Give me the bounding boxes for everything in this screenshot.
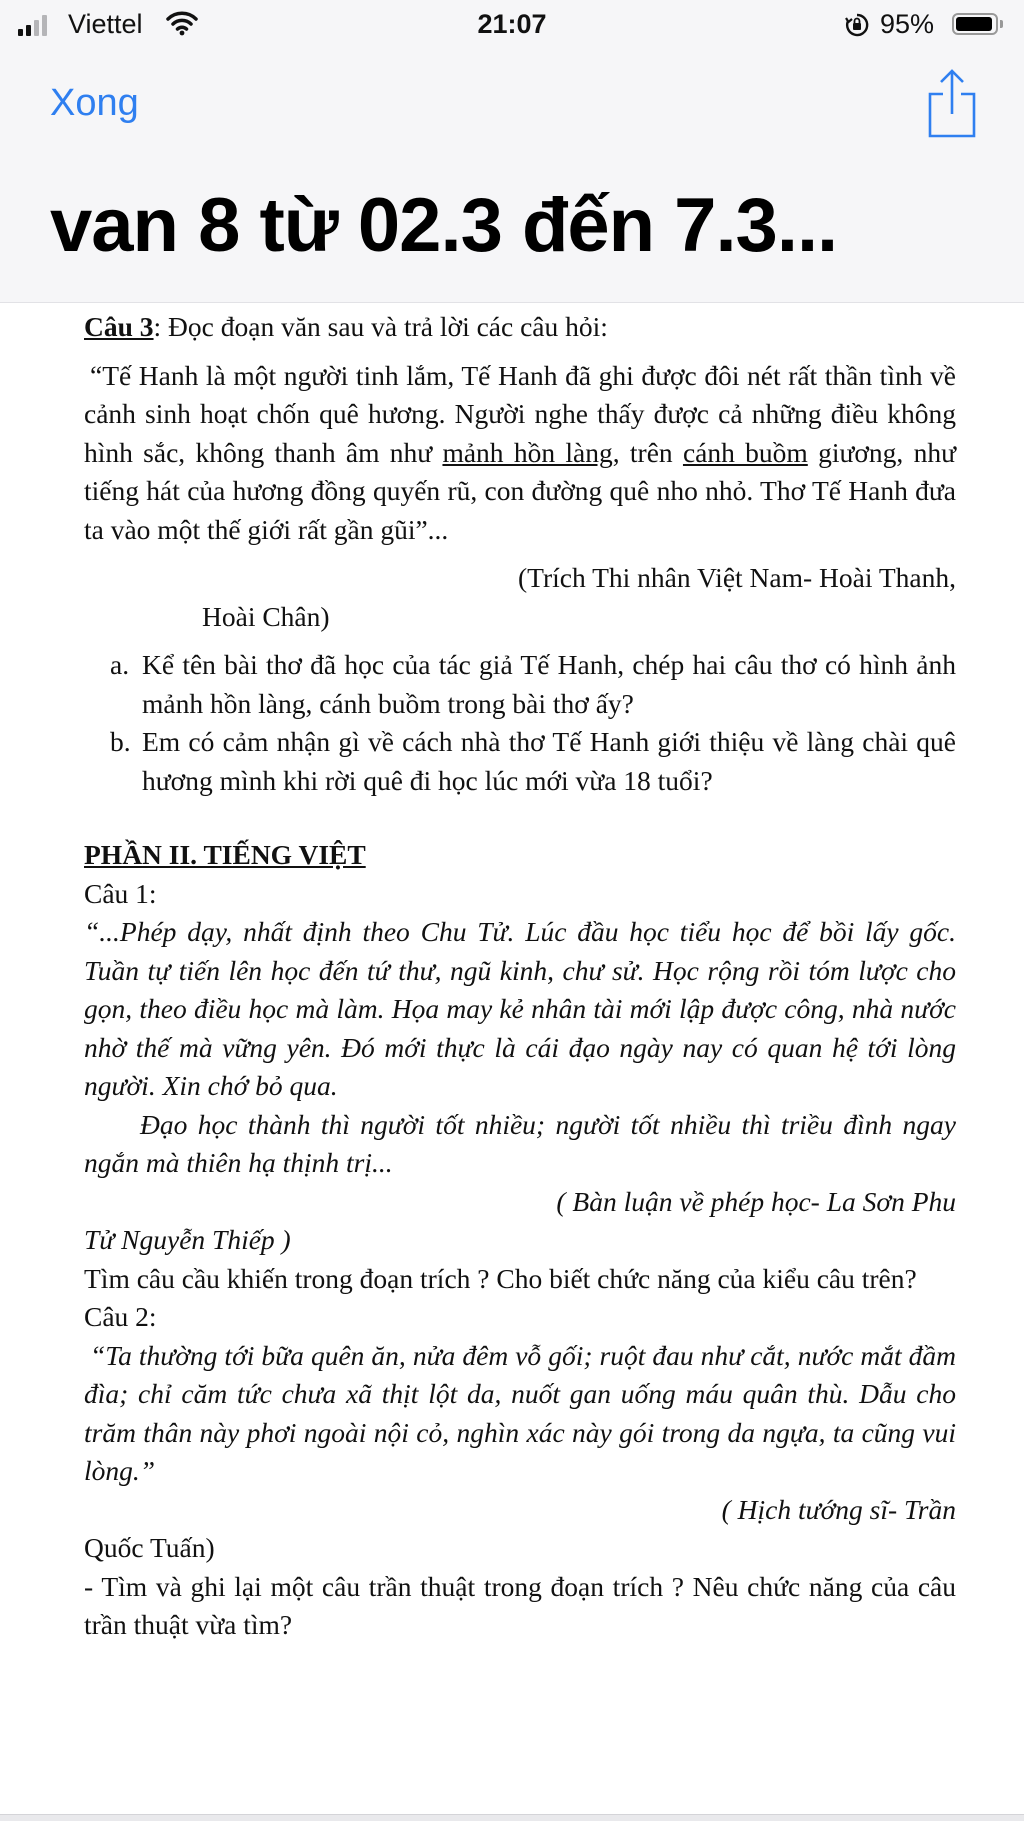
sub-question-b [84, 723, 956, 800]
battery-tip [1000, 20, 1003, 28]
quote-paragraph: “...Phép dạy, nhất định theo Chu Tử. Lúc đầu học tiểu học để bồi lấy gốc. Tuần tự tiến lên học đến tứ thư, ngũ kinh, chư sử. Học rộng rồi tóm lược cho gọn, theo điều học mà làm. Họa may kẻ nhân tài mới lập được công, nhà nước nhờ thế mà vững yên. Đó mới thực là cái đạo ngày nay có quan hệ tới lòng người. Xin chớ bỏ qua. [84, 916, 956, 1101]
battery-icon [952, 13, 998, 35]
list-marker: b. [110, 726, 131, 757]
source-citation-cont: Quốc Tuấn) [84, 1532, 215, 1563]
section-heading: PHẦN II. TIẾNG VIỆT [84, 839, 366, 870]
list-text: Kể tên bài thơ đã học của tác giả Tế Hanh, chép hai câu thơ có hình ảnh mảnh hồn làng, cánh buồm trong bài thơ ấy? [142, 649, 956, 719]
sub-question-a [84, 646, 956, 723]
source-citation: ( Hịch tướng sĩ- Trần [721, 1493, 956, 1525]
quote-paragraph: “Ta thường tới bữa quên ăn, nửa đêm vỗ gối; ruột đau như cắt, nước mắt đầm đìa; chỉ căm tức chưa xã thịt lột da, nuốt gan uống máu quân thù. Dẫu cho trăm thân này phơi ngoài nội cỏ, nghìn xác này gói trong da ngựa, ta cũng vui lòng.” [84, 1339, 956, 1486]
question-prompt: : Đọc đoạn văn sau và trả lời các câu hỏi: [153, 311, 608, 342]
question-2-label: Câu 2: [84, 1301, 157, 1332]
done-button[interactable]: Xong [50, 82, 139, 124]
question-1-label: Câu 1: [84, 877, 157, 909]
quote-paragraph: Đạo học thành thì người tốt nhiều; người tốt nhiều thì triều đình ngay ngắn mà thiên hạ thịnh trị... [84, 1108, 956, 1178]
quote-paragraph [84, 357, 956, 550]
share-icon[interactable] [926, 68, 978, 140]
status-bar [0, 0, 1024, 52]
question-text: - Tìm và ghi lại một câu trần thuật trong đoạn trích ? Nêu chức năng của câu trần thuật vừa tìm? [84, 1570, 956, 1640]
list-marker: a. [110, 649, 130, 680]
source-citation: (Trích Thi nhân Việt Nam- Hoài Thanh, [517, 562, 956, 593]
document-title: van 8 từ 02.3 đến 7.3... [50, 183, 838, 268]
list-text: Em có cảm nhận gì về cách nhà thơ Tế Hanh giới thiệu về làng chài quê hương mình khi rời quê đi học lúc mới vừa 18 tuổi? [142, 726, 956, 796]
quote-text: “Tế Hanh là một người tinh lắm, Tế Hanh đã ghi được đôi nét rất thần tình về cảnh sinh hoạt chốn quê hương. Người nghe thấy được cả những điều không hình sắc, không thanh âm như [84, 359, 956, 468]
orientation-lock-icon [844, 12, 870, 38]
question-text: Tìm câu cầu khiến trong đoạn trích ? Cho biết chức năng của kiểu câu trên? [84, 1262, 917, 1294]
source-citation-cont: Tử Nguyễn Thiếp ) [84, 1224, 291, 1255]
carrier-name: Viettel [68, 9, 143, 39]
battery-fill [956, 17, 992, 31]
underlined-phrase: cánh buồm [682, 436, 808, 468]
source-citation-cont: Hoài Chân) [202, 600, 330, 632]
underlined-phrase: mảnh hồn làng [442, 436, 613, 468]
sub-questions [84, 646, 956, 800]
question-label: Câu 3 [84, 311, 154, 342]
quote-text: , trên [612, 436, 683, 468]
source-citation: ( Bàn luận về phép học- La Sơn Phu [556, 1185, 956, 1217]
battery-percentage: 95% [880, 9, 935, 39]
clock: 21:07 [477, 9, 547, 39]
document-content[interactable] [84, 308, 956, 1645]
navigation-header [0, 0, 1024, 303]
question-3-heading [84, 308, 956, 347]
quote-text: giương, như tiếng hát của hương đồng quyến rũ, con đường quê nho nhỏ. Thơ Tế Hanh đưa ta vào một thế giới rất gần gũi”... [84, 436, 956, 545]
